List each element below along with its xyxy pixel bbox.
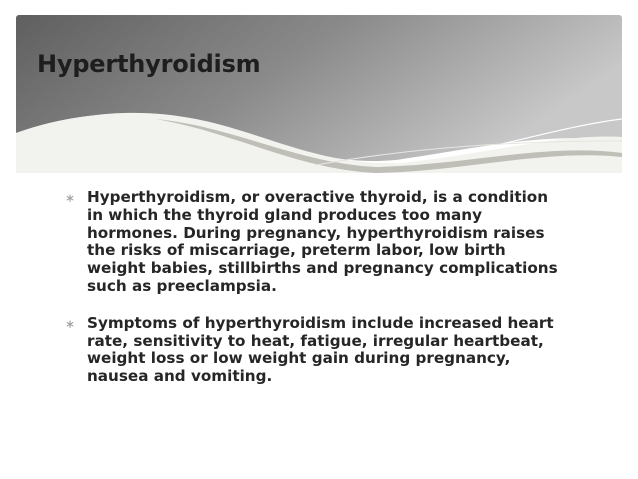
slide-title: Hyperthyroidism [37, 50, 261, 78]
bullet-item [64, 315, 564, 386]
asterisk-bullet-icon: ∗ [65, 191, 76, 205]
bullet-text: Symptoms of hyperthyroidism include increased heart rate, sensitivity to heat, fatigue, irregular heartbeat, weight loss or low weight gain during pregnancy, nausea and vomiting. [87, 313, 554, 386]
bullet-item [64, 189, 564, 296]
bullet-text: Hyperthyroidism, or overactive thyroid, is a condition in which the thyroid gland produces too many hormones. During pregnancy, hyperthyroidism raises the risks of miscarriage, preterm labor, low birth weight babies, stillbirths and pregnancy complications such as preeclampsia. [87, 188, 558, 295]
bullet-list [64, 189, 564, 405]
header-wave-banner [16, 15, 622, 175]
asterisk-bullet-icon: ∗ [65, 316, 76, 331]
slide [16, 15, 622, 465]
